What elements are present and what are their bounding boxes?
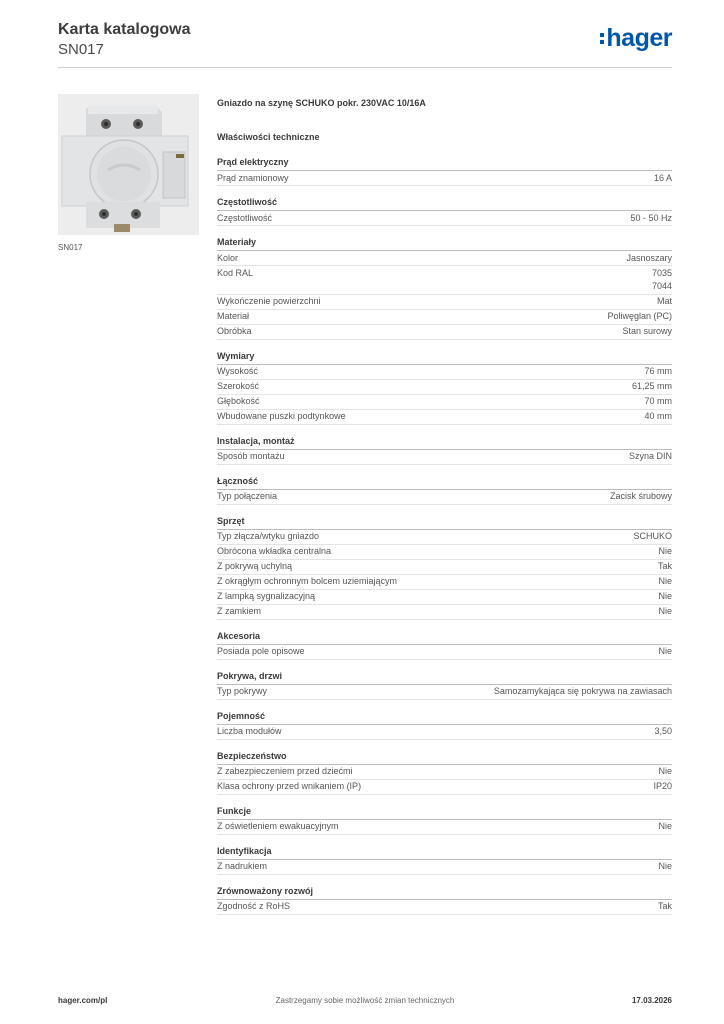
spec-label: Wysokość	[217, 366, 258, 376]
spec-value: Nie	[658, 591, 672, 601]
spec-group	[217, 236, 672, 340]
spec-value: Tak	[657, 901, 672, 911]
spec-value: Nie	[658, 576, 672, 586]
spec-row	[217, 266, 672, 295]
spec-group	[217, 196, 672, 226]
spec-label: Klasa ochrony przed wnikaniem (IP)	[217, 781, 362, 791]
spec-group-title: Wymiary	[217, 350, 672, 365]
spec-value: 40 mm	[644, 411, 672, 421]
spec-group-title: Łączność	[217, 475, 672, 490]
spec-label: Zgodność z RoHS	[217, 901, 291, 911]
spec-label: Obróbka	[217, 326, 252, 336]
spec-value: Jasnoszary	[626, 252, 672, 263]
spec-value: Poliwęglan (PC)	[607, 311, 672, 321]
spec-value: Nie	[658, 861, 672, 871]
spec-label: Z lampką sygnalizacyjną	[217, 591, 316, 601]
spec-group	[217, 710, 672, 740]
spec-row	[217, 295, 672, 310]
spec-row	[217, 575, 672, 590]
spec-value: Nie	[658, 646, 672, 656]
spec-label: Posiada pole opisowe	[217, 646, 305, 656]
document-header	[58, 20, 190, 59]
footer-website-link[interactable]: hager.com/pl	[58, 996, 108, 1005]
spec-row	[217, 380, 672, 395]
spec-row	[217, 251, 672, 266]
spec-label: Z zabezpieczeniem przed dziećmi	[217, 766, 353, 776]
spec-group-title: Materiały	[217, 236, 672, 251]
spec-value: Zacisk śrubowy	[609, 491, 672, 501]
spec-value: Samozamykająca się pokrywa na zawiasach	[493, 686, 672, 696]
spec-group-title: Bezpieczeństwo	[217, 750, 672, 765]
document-title: Karta katalogowa	[58, 21, 191, 38]
spec-value: SCHUKO	[633, 531, 672, 541]
image-caption: SN017	[58, 243, 83, 252]
spec-row	[217, 645, 672, 660]
spec-row	[217, 395, 672, 410]
spec-group	[217, 515, 672, 620]
spec-label: Częstotliwość	[217, 212, 273, 223]
logo-dots-icon	[600, 33, 604, 44]
spec-row	[217, 450, 672, 465]
spec-row	[217, 725, 672, 740]
spec-label: Z oświetleniem ewakuacyjnym	[217, 821, 339, 831]
spec-row	[217, 605, 672, 620]
spec-group-title: Pokrywa, drzwi	[217, 670, 672, 685]
spec-group-title: Prąd elektryczny	[217, 156, 672, 171]
spec-value: 70 mm	[644, 396, 672, 406]
logo-text: hager	[606, 24, 672, 52]
spec-group-title: Sprzęt	[217, 515, 672, 530]
spec-row	[217, 900, 672, 915]
spec-value: 3,50	[654, 726, 672, 736]
spec-group-title: Częstotliwość	[217, 196, 672, 211]
spec-label: Z pokrywą uchylną	[217, 561, 293, 571]
product-name: Gniazdo na szynę SCHUKO pokr. 230VAC 10/16A	[217, 98, 426, 108]
spec-label: Szerokość	[217, 381, 260, 391]
hager-logo	[600, 26, 672, 51]
spec-row	[217, 590, 672, 605]
spec-group	[217, 630, 672, 660]
spec-label: Typ połączenia	[217, 491, 278, 501]
spec-value: Stan surowy	[622, 326, 672, 336]
spec-value: 16 A	[653, 172, 672, 183]
spec-value: Nie	[658, 606, 672, 616]
spec-row	[217, 325, 672, 340]
spec-label: Obrócona wkładka centralna	[217, 546, 332, 556]
spec-label: Liczba modułów	[217, 726, 282, 736]
spec-row	[217, 171, 672, 186]
spec-value: Nie	[658, 821, 672, 831]
spec-label: Kod RAL	[217, 267, 254, 278]
spec-group	[217, 435, 672, 465]
section-heading: Właściwości techniczne	[217, 132, 320, 142]
spec-label: Głębokość	[217, 396, 260, 406]
spec-label: Sposób montażu	[217, 451, 285, 461]
spec-row	[217, 545, 672, 560]
spec-row	[217, 490, 672, 505]
spec-group-title: Akcesoria	[217, 630, 672, 645]
spec-value: Tak	[657, 561, 672, 571]
spec-value: Mat	[656, 296, 672, 306]
spec-row	[217, 685, 672, 700]
spec-group	[217, 885, 672, 915]
spec-group-title: Instalacja, montaż	[217, 435, 672, 450]
spec-group	[217, 350, 672, 425]
spec-row	[217, 560, 672, 575]
product-code: SN017	[58, 41, 104, 58]
spec-label: Prąd znamionowy	[217, 172, 289, 183]
spec-group-title: Identyfikacja	[217, 845, 672, 860]
spec-groups	[217, 156, 672, 915]
spec-value: 50 - 50 Hz	[630, 212, 672, 223]
spec-label: Kolor	[217, 252, 239, 263]
spec-label: Z nadrukiem	[217, 861, 268, 871]
spec-value: 76 mm	[644, 366, 672, 376]
spec-group	[217, 475, 672, 505]
spec-value: 7035 7044	[651, 267, 672, 291]
spec-group	[217, 845, 672, 875]
spec-label: Z okrągłym ochronnym bolcem uziemiającym	[217, 576, 398, 586]
footer-notice: Zastrzegamy sobie możliwość zmian technicznych	[275, 996, 455, 1005]
spec-row	[217, 780, 672, 795]
spec-row	[217, 530, 672, 545]
spec-label: Wykończenie powierzchni	[217, 296, 321, 306]
spec-row	[217, 410, 672, 425]
spec-row	[217, 765, 672, 780]
spec-label: Typ złącza/wtyku gniazdo	[217, 531, 320, 541]
technical-specs	[217, 96, 672, 925]
spec-label: Typ pokrywy	[217, 686, 268, 696]
spec-row	[217, 310, 672, 325]
spec-value: Nie	[658, 546, 672, 556]
footer-date: 17.03.2026	[631, 996, 672, 1005]
spec-value: 61,25 mm	[631, 381, 672, 391]
spec-group-title: Pojemność	[217, 710, 672, 725]
spec-group	[217, 670, 672, 700]
spec-row	[217, 365, 672, 380]
header-divider	[58, 67, 672, 68]
spec-value: Nie	[658, 766, 672, 776]
spec-value: Szyna DIN	[628, 451, 672, 461]
spec-group	[217, 805, 672, 835]
product-image	[58, 94, 199, 235]
spec-row	[217, 820, 672, 835]
spec-row	[217, 860, 672, 875]
spec-value: IP20	[653, 781, 672, 791]
spec-group	[217, 156, 672, 186]
spec-label: Z zamkiem	[217, 606, 262, 616]
spec-group	[217, 750, 672, 795]
spec-label: Materiał	[217, 311, 250, 321]
spec-group-title: Zrównoważony rozwój	[217, 885, 672, 900]
spec-group-title: Funkcje	[217, 805, 672, 820]
spec-label: Wbudowane puszki podtynkowe	[217, 411, 346, 421]
spec-row	[217, 211, 672, 226]
